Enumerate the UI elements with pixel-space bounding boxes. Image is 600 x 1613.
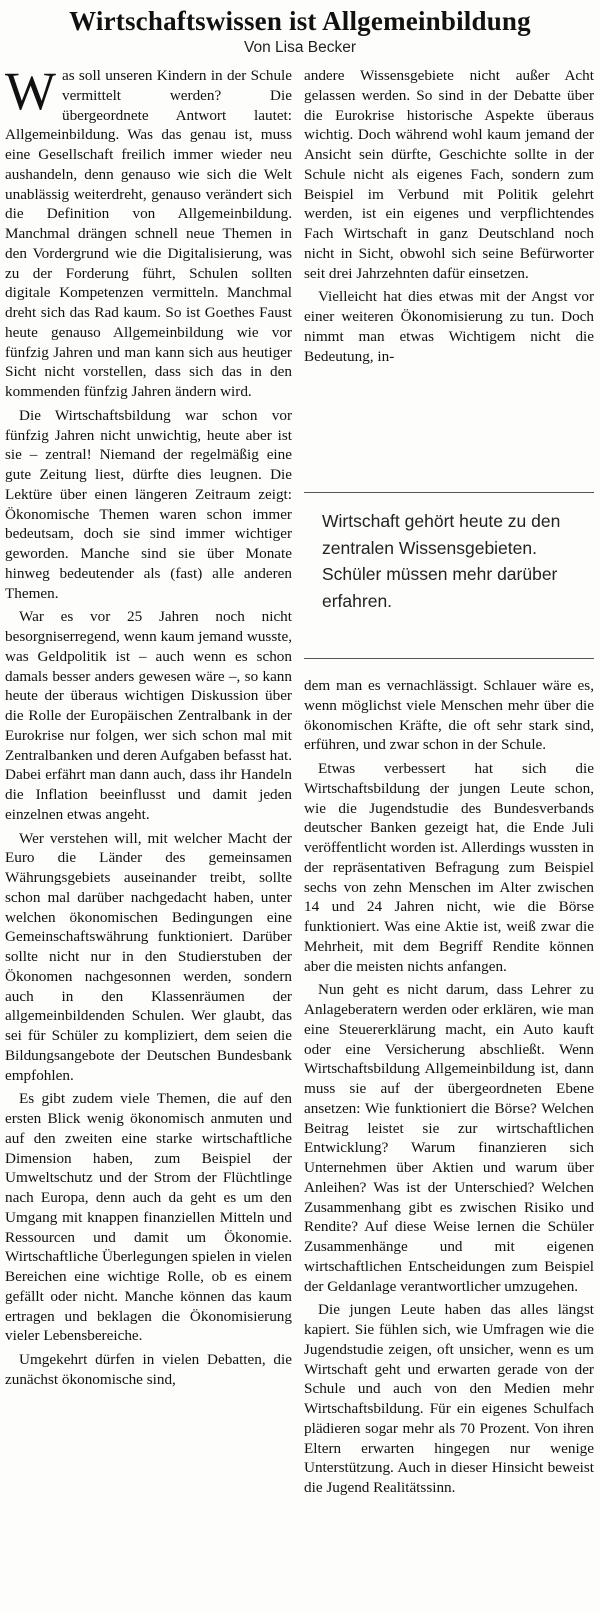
paragraph: dem man es vernachlässigt. Schlauer wäre es, wenn möglichst viele Menschen mehr über die ökonomischen Kräfte, die oft sehr stark sind, erführen, und zwar schon in der Schule. — [304, 677, 594, 754]
pull-quote: Wirtschaft gehört heute zu den zentralen Wissensgebieten. Schüler müssen mehr darüber erfahren. — [322, 511, 561, 611]
paragraph: Wer verstehen will, mit welcher Macht der Euro die Länder des gemeinsamen Währungsgebiets auseinander treibt, sollte schon mal darüber nachgedacht haben, unter welchen ökonomischen Bedingungen eine Gemeinschaftswährung funktioniert. Darüber sollte nicht nur in den Studierstuben der Ökonomen nachgesonnen werden, sondern auch in den Klassenräumen der allgemeinbildenden Schulen. Wer glaubt, das sei für Schüler zu kompliziert, dem seien die Bildungsangebote der Deutschen Bundesbank empfohlen. — [5, 829, 292, 1084]
article-headline: Wirtschaftswissen ist Allgemeinbildung — [69, 6, 531, 36]
paragraph: Es gibt zudem viele Themen, die auf den ersten Blick wenig ökonomisch anmuten und auf den zweiten eine starke wirtschaftliche Dimension haben, zum Beispiel der Umweltschutz und der Strom der Flüchtlinge nach Europa, denn auch da geht es um den Umgang mit knappen finanziellen Mitteln und Ressourcen und damit um Ökonomie. Wirtschaftliche Überlegungen spielen in vielen Bereichen eine wichtige Rolle, ob es einem gefällt oder nicht. Manche können das kaum ertragen und beklagen die Ökonomisierung vieler Lebensbereiche. — [5, 1090, 292, 1345]
paragraph: War es vor 25 Jahren noch nicht besorgniserregend, wenn kaum jemand wusste, was Geldpolitik ist – auch wenn es schon damals besser anders gewesen wäre –, so kann heute der überaus wichtigen Diskussion über die Rolle der Europäischen Zentralbank in der Eurokrise nur folgen, wer sich schon mal mit Zentralbanken und deren Aufgaben befasst hat. Dabei erfährt man dann auch, dass ihr Handeln die Inflation beeinflusst und damit jeden einzelnen etwas angeht. — [5, 608, 292, 823]
paragraph: andere Wissensgebiete nicht außer Acht gelassen werden. So sind in der Debatte über die Eurokrise historische Aspekte überaus wichtig. Doch während wohl kaum jemand der Ansicht sein dürfte, Geschichte sollte in der Schule nicht als eigenes Fach, sondern zum Beispiel im Verbund mit Politik gelehrt werden, ist ein eigenes und verpflichtendes Fach Wirtschaft in ganz Deutschland noch nicht in Sicht, obwohl sich seine Befürworter seit drei Jahrzehnten dafür einsetzen. — [304, 67, 594, 282]
pull-quote-top-rule — [304, 492, 594, 493]
paragraph: Umgekehrt dürfen in vielen Debatten, die zunächst ökonomische sind, — [5, 1351, 292, 1388]
paragraph: Vielleicht hat dies etwas mit der Angst vor einer weiteren Ökonomisierung zu tun. Doch nimmt man etwas Wichtigem nicht die Bedeutung, in- — [304, 288, 594, 365]
paragraph: Nun geht es nicht darum, dass Lehrer zu Anlageberatern werden oder erklären, wie man eine Steuererklärung macht, ein Auto kauft oder eine Versicherung abschließt. Wenn Wirtschaftsbildung Allgemeinbildung ist, dann muss sie auf der übergeordneten Ebene ansetzen: Wie funktioniert die Börse? Welchen Beitrag leistet sie zur wirtschaftlichen Entwicklung? Warum finanzieren sich Unternehmen über Aktien und warum über Anleihen? Was ist der Unterschied? Welchen Zusammenhang gibt es zwischen Risiko und Rendite? Auf diese Weise lernen die Schüler Zusammenhänge und mit eigenen wirtschaftlichen Entscheidungen zum Beispiel der Geldanlage verantwortlicher umzugehen. — [304, 981, 594, 1295]
paragraph: Etwas verbessert hat sich die Wirtschaftsbildung der jungen Leute schon, wie die Jugendstudie des Bundesverbands deutscher Banken gezeigt hat, die Ende Juli veröffentlicht worden ist. Allerdings wussten in der repräsentativen Befragung zum Beispiel sechs von zehn Menschen im Alter zwischen 14 und 24 Jahren nicht, wie die Börse funktioniert. Was eine Aktie ist, weiß zwar die Mehrheit, mit dem Begriff Rendite können aber die meisten nichts anfangen. — [304, 760, 594, 975]
right-column-top — [304, 66, 594, 366]
paragraph: Die Wirtschaftsbildung war schon vor fünfzig Jahren nicht unwichtig, heute aber ist sie – zentral! Niemand der regelmäßig eine gute Zeitung liest, dürfte dies leugnen. Die Lektüre über einen längeren Zeitraum zeigt: Ökonomische Themen waren schon immer bedeutsam, doch sie sind immer wichtiger geworden. Manche sind sie über Monate hinweg bedeutender als (fast) alle anderen Themen. — [5, 406, 292, 602]
drop-cap: W — [5, 61, 56, 121]
paragraph: Die jungen Leute haben das alles längst kapiert. Sie fühlen sich, wie Umfragen wie die Jugendstudie zeigen, oft unsicher, wenn es um Wirtschaft geht und erwarten gerade von der Schule und auch von den Medien mehr Wirtschaftsbildung. Für ein eigenes Schulfach plädieren sogar mehr als 70 Prozent. Von ihren Eltern erwarten hingegen nur wenige Unterstützung. Auch in dieser Hinsicht beweist die Jugend Realitätssinn. — [304, 1301, 594, 1496]
paragraph-intro — [5, 61, 292, 402]
pull-quote-bottom-rule — [304, 658, 594, 659]
right-column-bottom — [304, 676, 594, 1498]
left-column — [5, 61, 292, 1390]
paragraph-text: as soll unseren Kindern in der Schule vermittelt werden? Die übergeordnete Antwort lautet: Allgemeinbildung. Was das genau ist, muss eine Gesellschaft freilich immer wieder neu aushandeln, denn genauso wie sich die Welt unablässig weiterdreht, genauso verändert sich die Definition von Allgemeinbildung. Manchmal drängen schnell neue Themen in den Vordergrund wie die Digitalisierung, was zu der Forderung führt, Schulen sollten digitale Kompetenzen vermitteln. Manchmal dreht sich das Rad kaum. So ist Goethes Faust heute genauso Allgemeinbildung wie vor fünfzig Jahren und man kann sich aus heutiger Sicht nicht vorstellen, dass sich das in den kommenden fünfzig Jahren ändern wird. — [5, 67, 292, 400]
article-byline: Von Lisa Becker — [243, 39, 356, 56]
